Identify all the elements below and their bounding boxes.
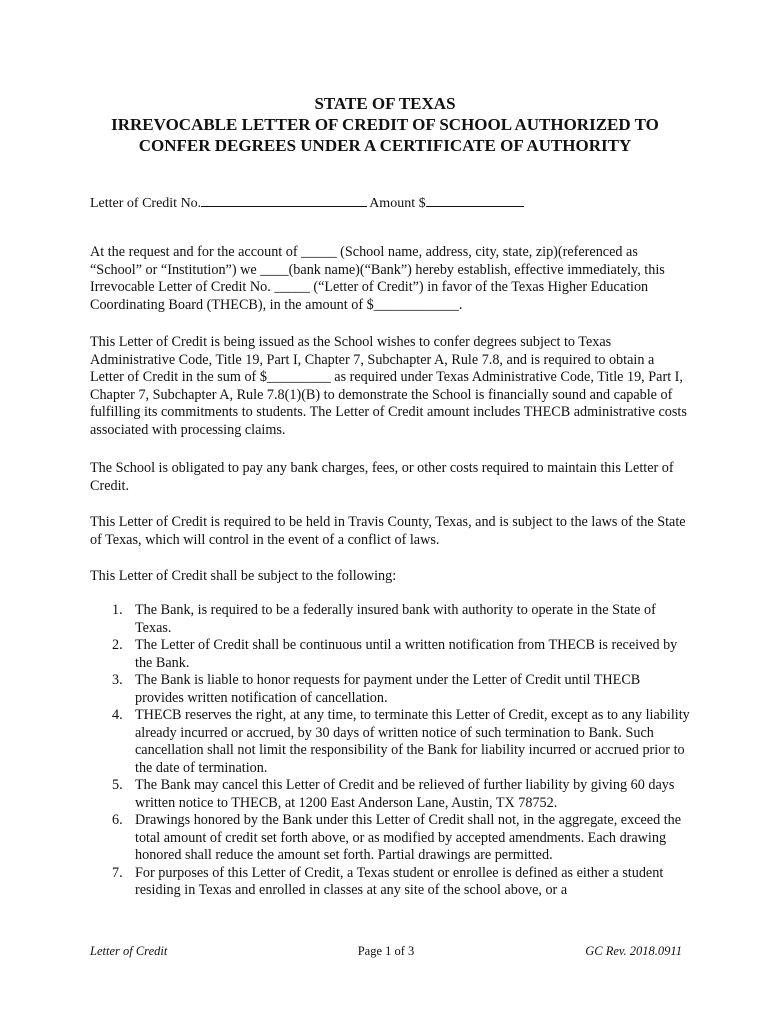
footer-page-number: Page 1 of 3: [357, 944, 415, 958]
document-title: [0, 93, 770, 156]
loc-number-amount-line: [90, 193, 524, 212]
paragraph-obligation: [90, 460, 690, 495]
paragraph-purpose-text: This Letter of Credit is being issued as the School wishes to confer degrees subject to Texas Administrative Code, Title 19, Part I, Chapter 7, Subchapter A, Rule 7.8, and is required to obtain a Letter of Credit in the sum of $_________ as required under Texas Administrative Code, Title 19, Part I, Chapter 7, Subchapter A, Rule 7.8(1)(B) to demonstrate the School is financially sound and capable of fulfilling its commitments to students. The Letter of Credit amount includes THECB administrative costs associated with processing claims.: [90, 334, 687, 438]
list-item: [90, 602, 690, 637]
title-line-irrevocable: IRREVOCABLE LETTER OF CREDIT OF SCHOOL AUTHORIZED TO: [111, 115, 659, 134]
list-item: [90, 777, 690, 812]
list-item-text: The Bank may cancel this Letter of Credit and be relieved of further liability by giving 60 days written notice to THECB, at 1200 East Anderson Lane, Austin, TX 78752.: [135, 777, 675, 811]
list-item-text: THECB reserves the right, at any time, to terminate this Letter of Credit, except as to any liability already incurred or accrued, by 30 days of written notice of such termination to Bank. Such cancellation shall not limit the responsibility of the Bank for liability incurred or accrued prior to the date of termination.: [135, 707, 690, 776]
list-item-number: 6.: [112, 812, 123, 828]
list-item: [90, 812, 690, 865]
list-item-text: For purposes of this Letter of Credit, a Texas student or enrollee is defined as either a student residing in Texas and enrolled in classes at any site of the school above, or a: [135, 864, 664, 898]
paragraph-subject-to-text: This Letter of Credit shall be subject to the following:: [90, 568, 397, 584]
paragraph-jurisdiction-text: This Letter of Credit is required to be held in Travis County, Texas, and is subject to the laws of the State of Texas, which will control in the event of a conflict of laws.: [90, 514, 686, 548]
paragraph-subject-to: [90, 568, 690, 586]
list-item: [90, 865, 690, 900]
list-item-text: The Bank, is required to be a federally insured bank with authority to operate in the State of Texas.: [135, 602, 656, 636]
paragraph-request: [90, 244, 690, 314]
conditions-list: [90, 602, 690, 900]
list-item-text: The Bank is liable to honor requests for payment under the Letter of Credit until THECB provides written notification of cancellation.: [135, 672, 641, 706]
footer-revision: GC Rev. 2018.0911: [585, 944, 682, 958]
list-item: [90, 637, 690, 672]
amount-blank[interactable]: [426, 193, 524, 207]
list-item-text: The Letter of Credit shall be continuous until a written notification from THECB is received by the Bank.: [135, 637, 678, 671]
paragraph-purpose: [90, 334, 690, 439]
loc-number-label: Letter of Credit No.: [90, 196, 202, 211]
footer-doc-name: Letter of Credit: [90, 944, 168, 958]
list-item-text: Drawings honored by the Bank under this Letter of Credit shall not, in the aggregate, exceed the total amount of credit set forth above, or as modified by accepted amendments. Each drawing honored shall reduce the amount set forth. Partial drawings are permitted.: [135, 812, 682, 863]
list-item-number: 3.: [112, 672, 123, 688]
list-item-number: 2.: [112, 637, 123, 653]
list-item: [90, 672, 690, 707]
amount-label: Amount $: [369, 196, 426, 211]
list-item: [90, 707, 690, 777]
list-item-number: 7.: [112, 864, 123, 881]
title-line-confer: CONFER DEGREES UNDER A CERTIFICATE OF AUTHORITY: [138, 136, 632, 155]
list-item-number: 1.: [112, 602, 123, 618]
paragraph-obligation-text: The School is obligated to pay any bank charges, fees, or other costs required to maintain this Letter of Credit.: [90, 460, 674, 494]
list-item-number: 5.: [112, 777, 123, 793]
loc-number-blank[interactable]: [201, 193, 367, 207]
paragraph-jurisdiction: [90, 514, 690, 549]
list-item-number: 4.: [112, 707, 123, 723]
paragraph-request-text: At the request and for the account of _____ (School name, address, city, state, zip)(referenced as “School” or “Institution”) we ____(bank name)(“Bank”) hereby establish, effective immediately, this Irrevocable Letter of Credit No. _____ (“Letter of Credit”) in favor of the Texas Higher Education Coordinating Board (THECB), in the amount of $____________.: [90, 244, 665, 313]
title-line-state: STATE OF TEXAS: [314, 94, 456, 113]
